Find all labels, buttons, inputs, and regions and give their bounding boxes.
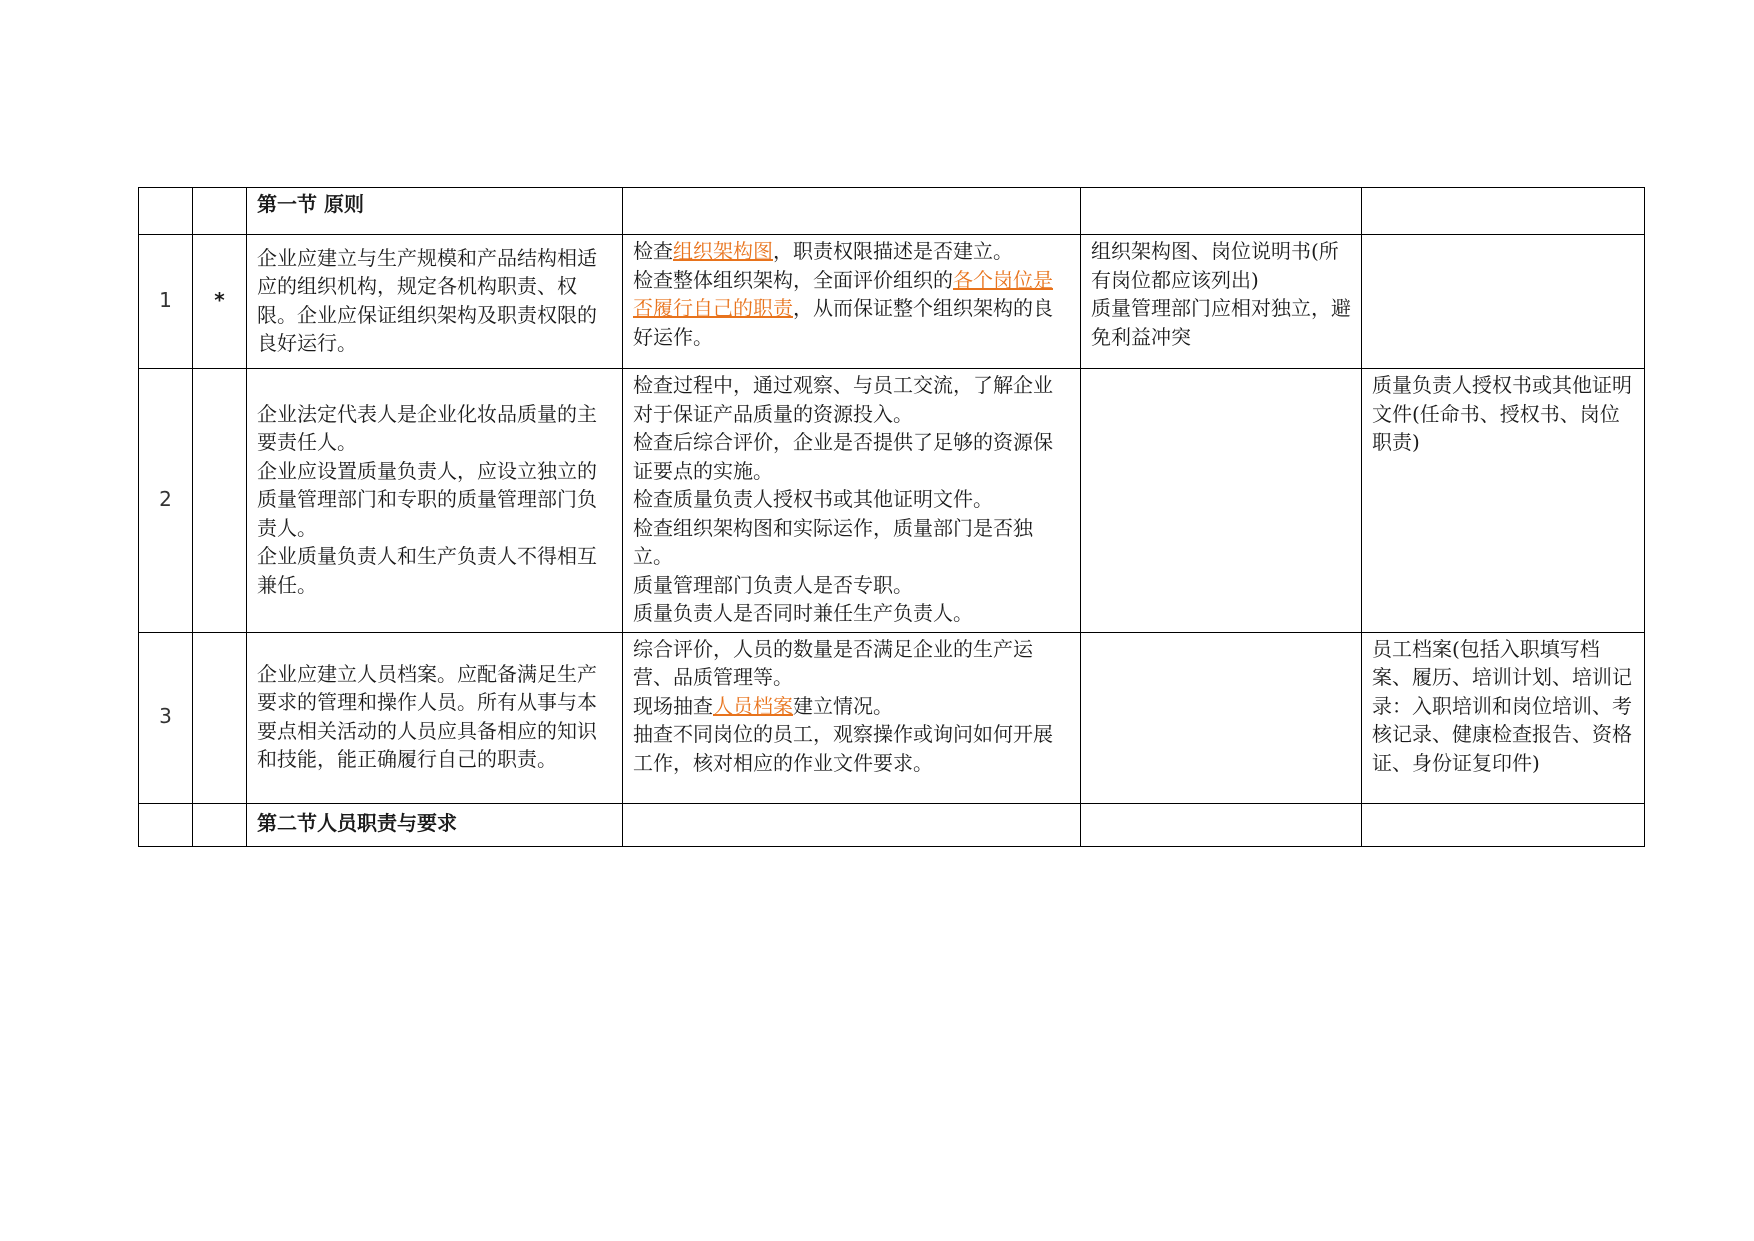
inspection-checklist-table <box>138 187 1645 847</box>
requirement-line: 企业应设置质量负责人，应设立独立的质量管理部门和专职的质量管理部门负责人。 <box>257 458 597 540</box>
method-line: 检查质量负责人授权书或其他证明文件。 <box>633 487 993 511</box>
empty-cell <box>623 803 1081 846</box>
inspection-method-cell <box>623 632 1081 803</box>
reference-line: 组织架构图、岗位说明书(所有岗位都应该列出) <box>1091 239 1339 292</box>
reference-docs-cell <box>1081 235 1362 369</box>
key-item-star: * <box>193 235 247 369</box>
item-number: 2 <box>139 369 193 633</box>
empty-cell <box>193 188 247 235</box>
inspection-method-cell <box>623 369 1081 633</box>
table-row <box>139 369 1645 633</box>
key-item-star <box>193 632 247 803</box>
requirement-line: 企业质量负责人和生产负责人不得相互兼任。 <box>257 544 597 597</box>
method-text: 检查整体组织架构，全面评价组织的 <box>633 267 953 292</box>
section-header-row <box>139 803 1645 846</box>
reference-docs-cell <box>1081 632 1362 803</box>
requirement-cell: 企业应建立与生产规模和产品结构相适应的组织机构，规定各机构职责、权限。企业应保证组织架构及职责权限的良好运行。 <box>247 235 623 369</box>
method-line: 检查后综合评价，企业是否提供了足够的资源保证要点的实施。 <box>633 430 1053 483</box>
section-header-row <box>139 188 1645 235</box>
evidence-cell: 质量负责人授权书或其他证明文件(任命书、授权书、岗位职责) <box>1362 369 1645 633</box>
table-row <box>139 235 1645 369</box>
method-line: 综合评价，人员的数量是否满足企业的生产运营、品质管理等。 <box>633 636 1033 689</box>
section-title: 第一节 原则 <box>247 188 623 235</box>
org-chart-link[interactable]: 组织架构图 <box>673 239 773 263</box>
reference-docs-cell <box>1081 369 1362 633</box>
empty-cell <box>1081 803 1362 846</box>
inspection-method-cell <box>623 235 1081 369</box>
table-row <box>139 632 1645 803</box>
empty-cell <box>1362 803 1645 846</box>
method-line: 检查组织架构图和实际运作，质量部门是否独立。 <box>633 515 1033 568</box>
requirement-cell: 企业应建立人员档案。应配备满足生产要求的管理和操作人员。所有从事与本要点相关活动的人员应具备相应的知识和技能，能正确履行自己的职责。 <box>247 632 623 803</box>
reference-line: 质量管理部门应相对独立，避免利益冲突 <box>1091 296 1351 349</box>
empty-cell <box>139 188 193 235</box>
empty-cell <box>1362 188 1645 235</box>
method-text: ，从而保证整个组织架构的良好运作。 <box>633 296 1053 349</box>
item-number: 3 <box>139 632 193 803</box>
requirement-cell <box>247 369 623 633</box>
method-line: 质量管理部门负责人是否专职。 <box>633 572 913 597</box>
method-line <box>633 692 1070 721</box>
empty-cell <box>1081 188 1362 235</box>
method-text: ，职责权限描述是否建立。 <box>773 239 1013 263</box>
method-line: 抽查不同岗位的员工，观察操作或询问如何开展工作，核对相应的作业文件要求。 <box>633 722 1053 775</box>
method-text: 检查 <box>633 239 673 263</box>
requirement-line: 企业法定代表人是企业化妆品质量的主要责任人。 <box>257 401 597 454</box>
method-line: 检查过程中，通过观察、与员工交流，了解企业对于保证产品质量的资源投入。 <box>633 373 1053 426</box>
method-line: 质量负责人是否同时兼任生产负责人。 <box>633 601 973 625</box>
evidence-cell <box>1362 235 1645 369</box>
key-item-star <box>193 369 247 633</box>
evidence-cell: 员工档案(包括入职填写档案、履历、培训计划、培训记录：入职培训和岗位培训、考核记录、健康检查报告、资格证、身份证复印件) <box>1362 632 1645 803</box>
empty-cell <box>139 803 193 846</box>
section-title: 第二节人员职责与要求 <box>247 803 623 846</box>
empty-cell <box>623 188 1081 235</box>
personnel-file-link[interactable]: 人员档案 <box>713 693 793 718</box>
method-text: 现场抽查 <box>633 693 713 718</box>
post-duties-link[interactable]: 各个岗位是否履行自己的职责 <box>633 267 1053 320</box>
method-text: 建立情况。 <box>793 693 893 718</box>
item-number: 1 <box>139 235 193 369</box>
empty-cell <box>193 803 247 846</box>
